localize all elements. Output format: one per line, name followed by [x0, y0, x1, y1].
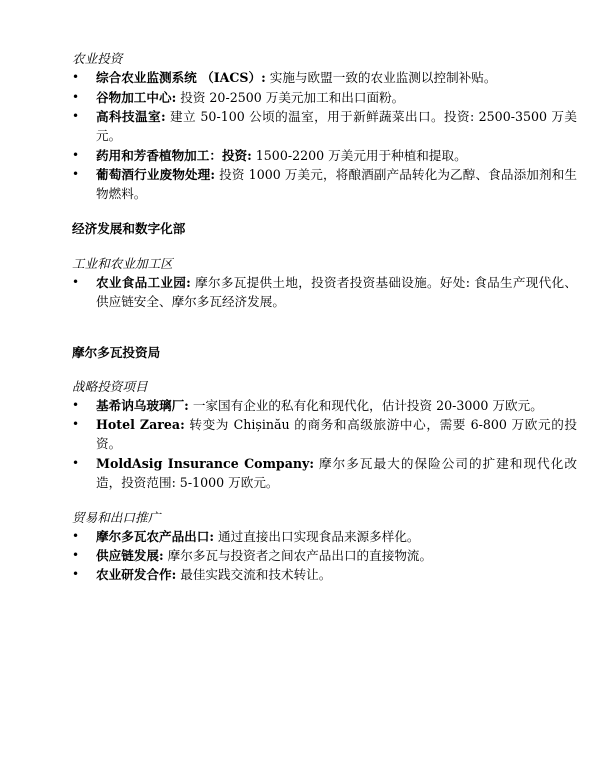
bullet: • [72, 417, 80, 431]
bullet: • [72, 456, 80, 470]
item-text: 实施与欧盟一致的农业监测以控制补贴。 [265, 70, 497, 85]
section-heading-ministry: 经济发展和数字化部 [72, 221, 186, 236]
bullet: • [72, 275, 80, 289]
item-text: 摩尔多瓦最大的保险公司的扩建和现代化改造，投资范围: 5-1000 万欧元。 [96, 456, 577, 490]
item-label: 葡萄酒行业废物处理: [96, 167, 216, 182]
bullet: • [72, 548, 80, 562]
item-label: 高科技温室: [96, 109, 166, 124]
subheading-agriculture-investment: 农业投资 [72, 51, 123, 66]
list-item [72, 565, 577, 584]
item-text: 一家国有企业的私有化和现代化，估计投资 20-3000 万欧元。 [188, 398, 543, 413]
item-label: 摩尔多瓦农产品出口: [96, 529, 214, 544]
item-text: 通过直接出口实现食品来源多样化。 [214, 529, 420, 544]
list-item [72, 396, 577, 415]
list-item [72, 527, 577, 546]
list-item [72, 107, 577, 145]
list-item [72, 88, 577, 107]
list-item [72, 146, 577, 165]
item-text: 摩尔多瓦提供土地，投资者投资基础设施。好处: 食品生产现代化、供应链安全、摩尔多瓦经济发展。 [96, 275, 578, 309]
list-item [72, 454, 577, 492]
section-heading-investment-agency: 摩尔多瓦投资局 [72, 345, 161, 360]
item-label: 农业食品工业园: [96, 275, 191, 290]
subheading-industrial-zone: 工业和农业加工区 [72, 256, 173, 271]
bullet: • [72, 567, 80, 581]
item-label: MoldAsig Insurance Company: [96, 456, 314, 471]
item-text: 摩尔多瓦与投资者之间农产品出口的直接物流。 [163, 548, 433, 563]
list-item [72, 273, 577, 311]
subheading-strategic-projects: 战略投资项目 [72, 379, 148, 394]
item-text: 转变为 Chișinău 的商务和高级旅游中心，需要 6-800 万欧元的投资。 [96, 417, 577, 451]
bullet: • [72, 90, 80, 104]
item-label: 综合农业监测系统 （IACS）: [96, 70, 266, 85]
item-label: Hotel Zarea: [96, 417, 185, 432]
subheading-trade-export: 贸易和出口推广 [72, 510, 161, 525]
list-item [72, 68, 577, 87]
item-text: 投资 1000 万美元，将酿酒副产品转化为乙醇、食品添加剂和生物燃料。 [96, 167, 578, 201]
item-label: 农业研发合作: [96, 567, 177, 582]
bullet: • [72, 529, 80, 543]
list-item [72, 546, 577, 565]
item-text: 建立 50-100 公顷的温室，用于新鲜蔬菜出口。投资: 2500-3500 万美元。 [96, 109, 578, 143]
item-label: 基希讷乌玻璃厂: [96, 398, 189, 413]
list-item [72, 165, 577, 203]
item-label: 供应链发展: [96, 548, 164, 563]
bullet: • [72, 167, 80, 181]
item-label: 谷物加工中心: [96, 90, 177, 105]
bullet: • [72, 109, 80, 123]
bullet: • [72, 398, 80, 412]
bullet: • [72, 148, 80, 162]
item-label: 药用和芳香植物加工：投资: [96, 148, 252, 163]
bullet: • [72, 70, 80, 84]
item-text: 最佳实践交流和技术转让。 [176, 567, 332, 582]
list-item [72, 415, 577, 453]
item-text: 投资 20-2500 万美元加工和出口面粉。 [176, 90, 405, 105]
item-text: 1500-2200 万美元用于种植和提取。 [251, 148, 467, 163]
